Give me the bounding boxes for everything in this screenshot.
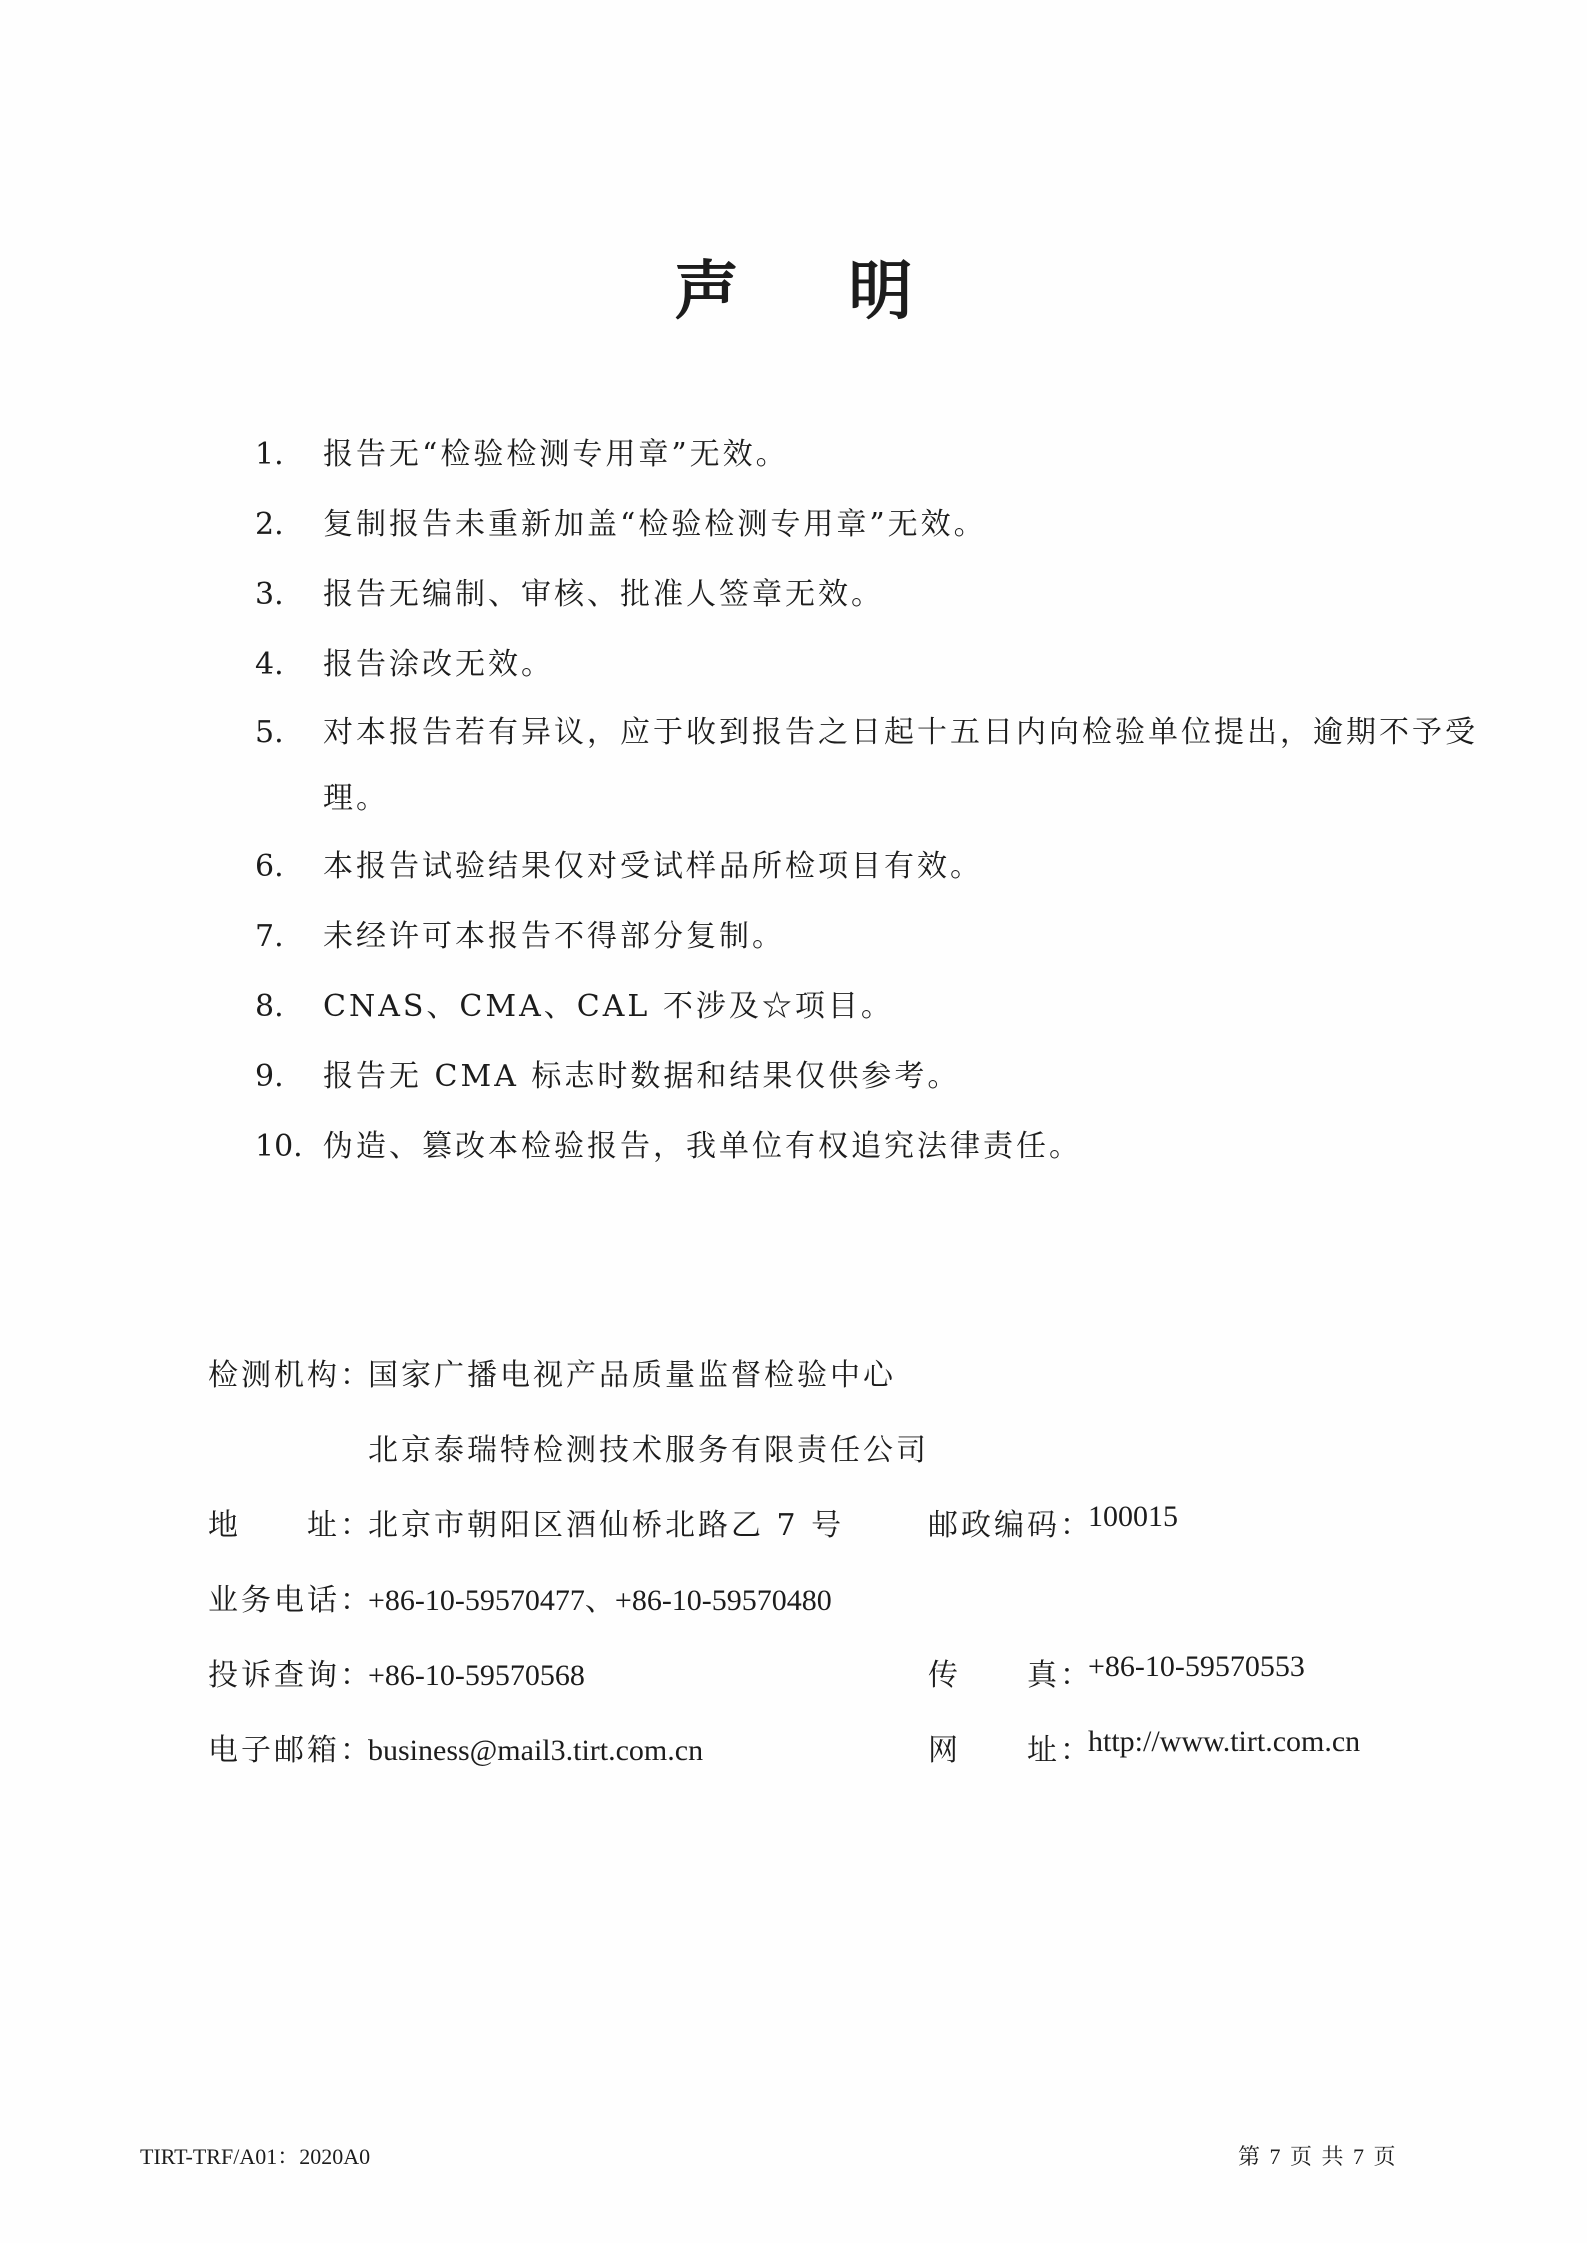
statement-text: 本报告试验结果仅对受试样品所检项目有效。 bbox=[323, 849, 983, 884]
institution-name-2: 北京泰瑞特检测技术服务有限责任公司 bbox=[368, 1433, 929, 1468]
website-label: 网 址： bbox=[928, 1733, 1093, 1768]
statement-text: 报告涂改无效。 bbox=[323, 647, 554, 682]
address-row bbox=[208, 1500, 1408, 1544]
title-char-2: 明 bbox=[848, 254, 913, 329]
statement-number: 5. bbox=[255, 715, 284, 750]
address-label: 地 址： bbox=[208, 1508, 373, 1543]
statement-number: 1. bbox=[255, 437, 284, 472]
institution-name-1: 国家广播电视产品质量监督检验中心 bbox=[368, 1358, 896, 1393]
statement-text: 未经许可本报告不得部分复制。 bbox=[323, 919, 785, 954]
statement-number: 6. bbox=[255, 849, 284, 884]
statement-number: 7. bbox=[255, 919, 284, 954]
statement-item bbox=[255, 630, 1455, 700]
complaint-phone-value: +86-10-59570568 bbox=[368, 1659, 585, 1692]
statement-text: CNAS、CMA、CAL 不涉及☆项目。 bbox=[323, 989, 894, 1024]
institution-row bbox=[208, 1350, 1408, 1394]
statement-text: 报告无 CMA 标志时数据和结果仅供参考。 bbox=[323, 1059, 961, 1094]
statement-item bbox=[255, 902, 1455, 972]
complaint-row bbox=[208, 1650, 1408, 1694]
form-code: TIRT-TRF/A01：2020A0 bbox=[140, 2144, 371, 2169]
statement-item bbox=[255, 700, 1503, 832]
email-link[interactable]: business@mail3.tirt.com.cn bbox=[368, 1734, 704, 1767]
statement-number: 8. bbox=[255, 989, 284, 1024]
statement-number: 4. bbox=[255, 647, 284, 682]
postcode-label: 邮政编码： bbox=[928, 1508, 1093, 1543]
fax-label: 传 真： bbox=[928, 1658, 1093, 1693]
business-phone-label: 业务电话： bbox=[208, 1583, 373, 1618]
institution-label: 检测机构： bbox=[208, 1358, 373, 1393]
business-phone-row bbox=[208, 1575, 1408, 1619]
statement-text: 报告无“检验检测专用章”无效。 bbox=[323, 437, 789, 472]
fax-value: +86-10-59570553 bbox=[1088, 1650, 1305, 1683]
statement-number: 9. bbox=[255, 1059, 284, 1094]
statement-item bbox=[255, 1042, 1455, 1112]
statement-item bbox=[255, 972, 1455, 1042]
statement-text: 对本报告若有异议，应于收到报告之日起十五日内向检验单位提出，逾期不予受理。 bbox=[323, 715, 1478, 816]
email-row bbox=[208, 1725, 1408, 1769]
complaint-label: 投诉查询： bbox=[208, 1658, 373, 1693]
page-title bbox=[0, 252, 1587, 332]
institution-row-2 bbox=[208, 1425, 1408, 1469]
statement-text: 伪造、篡改本检验报告，我单位有权追究法律责任。 bbox=[323, 1129, 1082, 1164]
business-phone-value: +86-10-59570477、+86-10-59570480 bbox=[368, 1584, 832, 1617]
statement-text: 报告无编制、审核、批准人签章无效。 bbox=[323, 577, 884, 612]
website-link[interactable]: http://www.tirt.com.cn bbox=[1088, 1725, 1361, 1758]
page-number: 第 7 页 共 7 页 bbox=[1238, 2144, 1398, 2169]
address-value: 北京市朝阳区酒仙桥北路乙 7 号 bbox=[368, 1508, 845, 1543]
statement-list bbox=[255, 420, 1478, 1182]
title-char-1: 声 bbox=[674, 254, 739, 329]
postcode-value: 100015 bbox=[1088, 1500, 1178, 1533]
statement-number: 10. bbox=[255, 1129, 303, 1164]
statement-number: 2. bbox=[255, 507, 284, 542]
statement-item bbox=[255, 490, 1455, 560]
statement-item bbox=[255, 420, 1455, 490]
statement-number: 3. bbox=[255, 577, 284, 612]
statement-item bbox=[255, 1112, 1455, 1182]
statement-item bbox=[255, 832, 1455, 902]
statement-text: 复制报告未重新加盖“检验检测专用章”无效。 bbox=[323, 507, 987, 542]
statement-item bbox=[255, 560, 1455, 630]
email-label: 电子邮箱： bbox=[208, 1733, 373, 1768]
